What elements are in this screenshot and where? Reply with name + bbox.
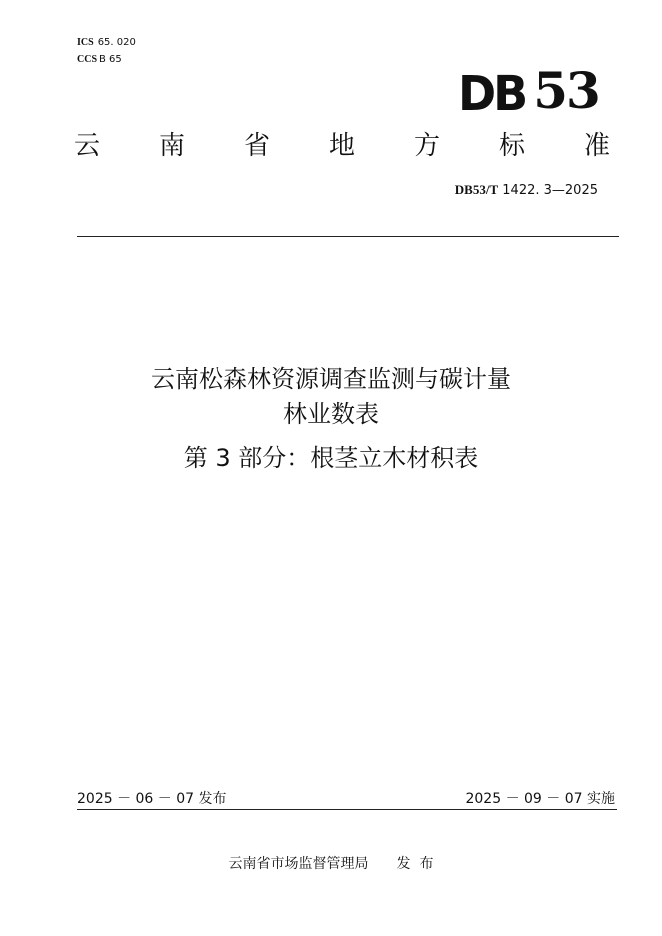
title-line-1: 云南松森林资源调查监测与碳计量 <box>151 365 511 393</box>
issuer: 云南省市场监督管理局 发 布 <box>228 856 434 872</box>
standard-type-char: 云 <box>73 131 100 161</box>
ics-label: ICS <box>77 37 94 48</box>
logo-number: 53 <box>533 61 599 120</box>
code-prefix: DB53/T <box>454 182 499 197</box>
ics-code <box>77 36 136 50</box>
title-line-3: 第 3 部分：根茎立木材积表 <box>183 444 479 472</box>
standard-type-char: 方 <box>413 131 440 161</box>
standard-type-char: 省 <box>243 131 270 161</box>
standard-type-char: 南 <box>158 131 185 161</box>
db53-logo <box>458 61 599 122</box>
ics-value: 65. 020 <box>97 37 136 48</box>
title-line-2: 林业数表 <box>283 400 379 428</box>
standard-type-char: 准 <box>583 131 610 161</box>
publish-date: 2025 － 06 － 07 发布 <box>77 791 227 807</box>
standard-type-char: 地 <box>328 131 355 161</box>
standard-type-char: 标 <box>498 131 525 161</box>
top-divider <box>77 236 619 237</box>
standard-code <box>455 181 598 200</box>
ccs-code <box>77 53 122 67</box>
logo-letters: DB <box>458 64 526 122</box>
ccs-label: CCS <box>77 54 98 65</box>
code-number: 1422. 3—2025 <box>502 183 598 198</box>
ccs-value: B 65 <box>99 54 122 65</box>
implement-date: 2025 － 09 － 07 实施 <box>465 791 615 807</box>
standard-type <box>72 128 612 164</box>
bottom-divider <box>77 809 617 810</box>
